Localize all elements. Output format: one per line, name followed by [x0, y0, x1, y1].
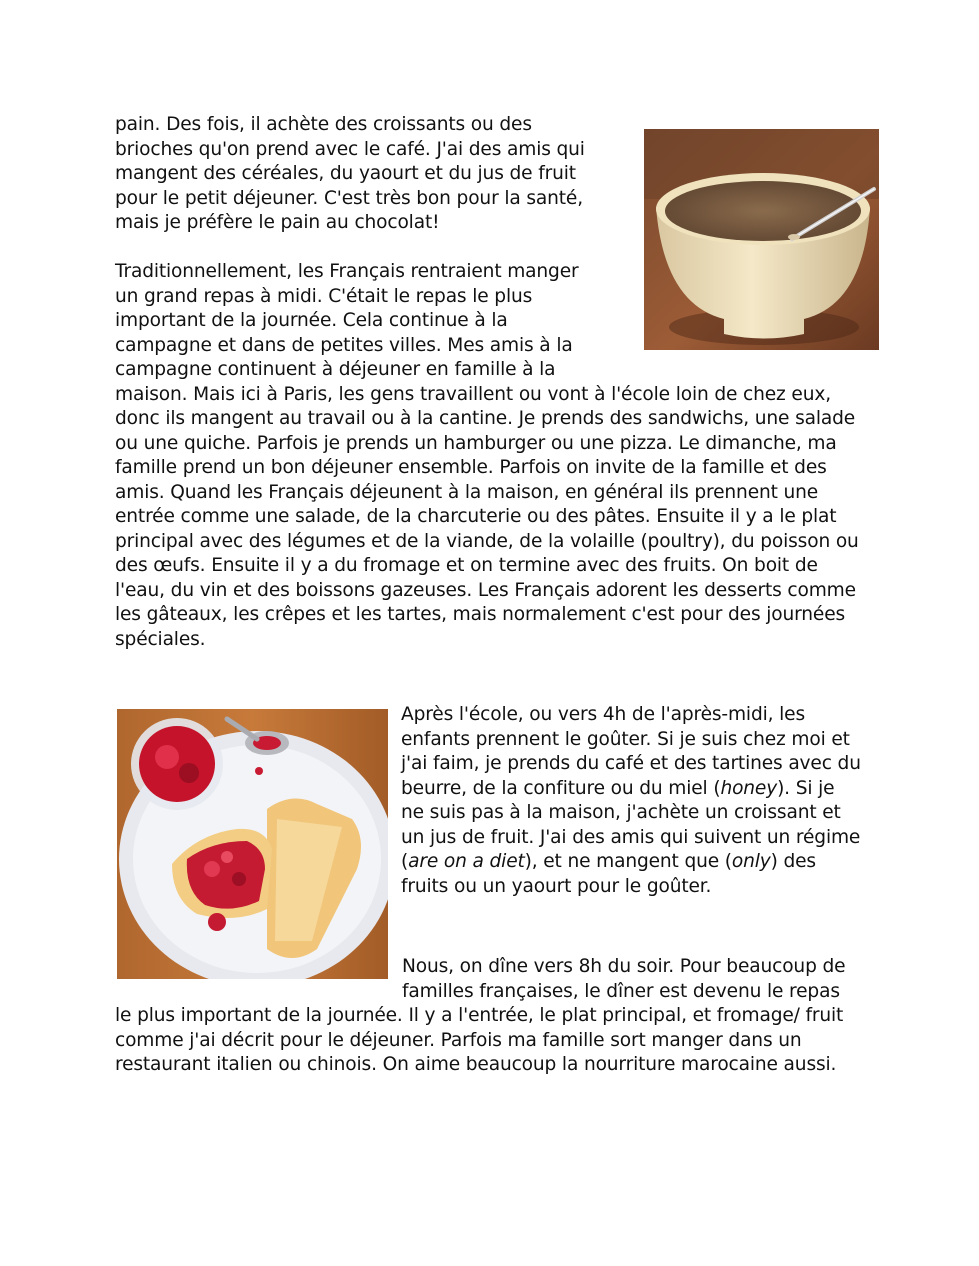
paragraph-gouter-text: [401, 703, 861, 899]
gouter-text-part: ), et ne mangent que (: [524, 851, 732, 872]
paragraph-gouter: [401, 703, 861, 899]
paragraph-dinner-text: Nous, on dîne vers 8h du soir. Pour beaucoup de familles françaises, le dîner est devenu le repas le plus important de la journée. Il y a l'entrée, le plat principal, et fromage/ fruit comme j'ai décrit pour le déjeuner. Parfois ma famille sort manger dans un restaurant italien ou chinois. On aime beaucoup la nourriture marocaine aussi.: [115, 956, 846, 1075]
paragraph-breakfast-text: pain. Des fois, il achète des croissants ou des brioches qu'on prend avec le café. J'ai des amis qui mangent des céréales, du yaourt et du jus de fruit pour le petit déjeuner. C'est très bon pour la santé, mais je préfère le pain au chocolat!: [115, 114, 585, 233]
toast-image: [117, 709, 388, 979]
gouter-text-part: ). Si je ne suis pas à la maison, j'achète un croissant et un jus de fruit. J'ai des amis qui suivent un régime (: [401, 777, 861, 872]
gouter-text-part: Après l'école, ou vers 4h de l'après-midi, les enfants prennent le goûter. Si je suis chez moi et j'ai faim, je prends du café et des tartines avec du beurre, de la confiture ou du miel (: [401, 704, 861, 799]
bowl-image: [644, 129, 879, 350]
gouter-italic-honey: honey: [720, 777, 778, 799]
paragraph-lunch-text: Traditionnellement, les Français rentraient manger un grand repas à midi. C'était le repas le plus important de la journée. Cela continue à la campagne et dans de petites villes. Mes amis à la campagne continuent à déjeuner en famille à la maison. Mais ici à Paris, les gens travaillent ou vont à l'école loin de chez eux, donc ils mangent au travail ou à la cantine. Je prends des sandwichs, une salade ou une quiche. Parfois je prends un hamburger ou une pizza. Le dimanche, ma famille prend un bon déjeuner ensemble. Parfois on invite de la famille et des amis. Quand les Français déjeunent à la maison, en général ils prennent une entrée comme une salade, de la charcuterie ou des pâtes. Ensuite il y a le plat principal avec des légumes et de la viande, de la volaille (poultry), du poisson ou des œufs. Ensuite il y a du fromage et on termine avec des fruits. On boit de l'eau, du vin et des boissons gazeuses. Les Français adorent les desserts comme les gâteaux, les crêpes et les tartes, mais normalement c'est pour des journées spéciales.: [115, 261, 859, 650]
gouter-italic-diet: are on a diet: [408, 851, 525, 872]
gouter-italic-only: only: [731, 851, 771, 872]
gouter-text-part: ) des fruits ou un yaourt pour le goûter.: [401, 851, 816, 897]
